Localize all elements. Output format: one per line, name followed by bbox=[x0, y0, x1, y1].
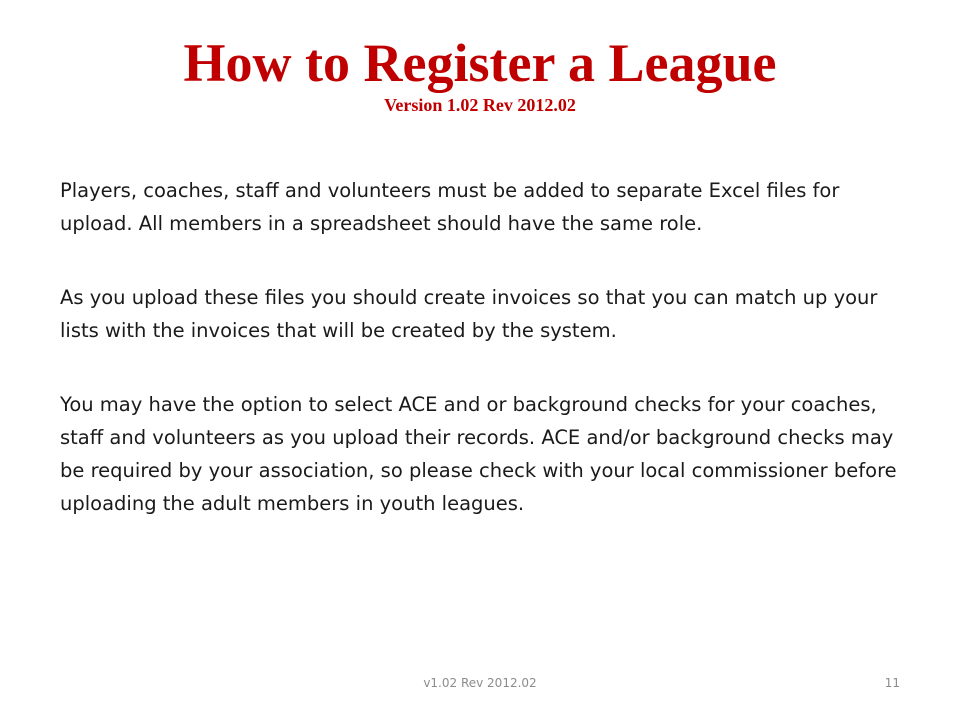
body-paragraph-2: As you upload these files you should create invoices so that you can match up your lists with the invoices that will be created by the system. bbox=[60, 286, 878, 342]
slide-title: How to Register a League bbox=[183, 33, 777, 93]
slide-body bbox=[60, 174, 910, 561]
footer-version: v1.02 Rev 2012.02 bbox=[423, 676, 537, 690]
body-paragraph-1: Players, coaches, staff and volunteers must be added to separate Excel files for upload. All members in a spreadsheet should have the same role. bbox=[60, 179, 840, 235]
page-number: 11 bbox=[884, 676, 900, 690]
slide-subtitle: Version 1.02 Rev 2012.02 bbox=[384, 95, 576, 115]
body-paragraph-3: You may have the option to select ACE and or background checks for your coaches, staff and volunteers as you upload their records. ACE and/or background checks may be required by your association, so please check with your local commissioner before uploading the adult members in youth leagues. bbox=[60, 393, 897, 515]
